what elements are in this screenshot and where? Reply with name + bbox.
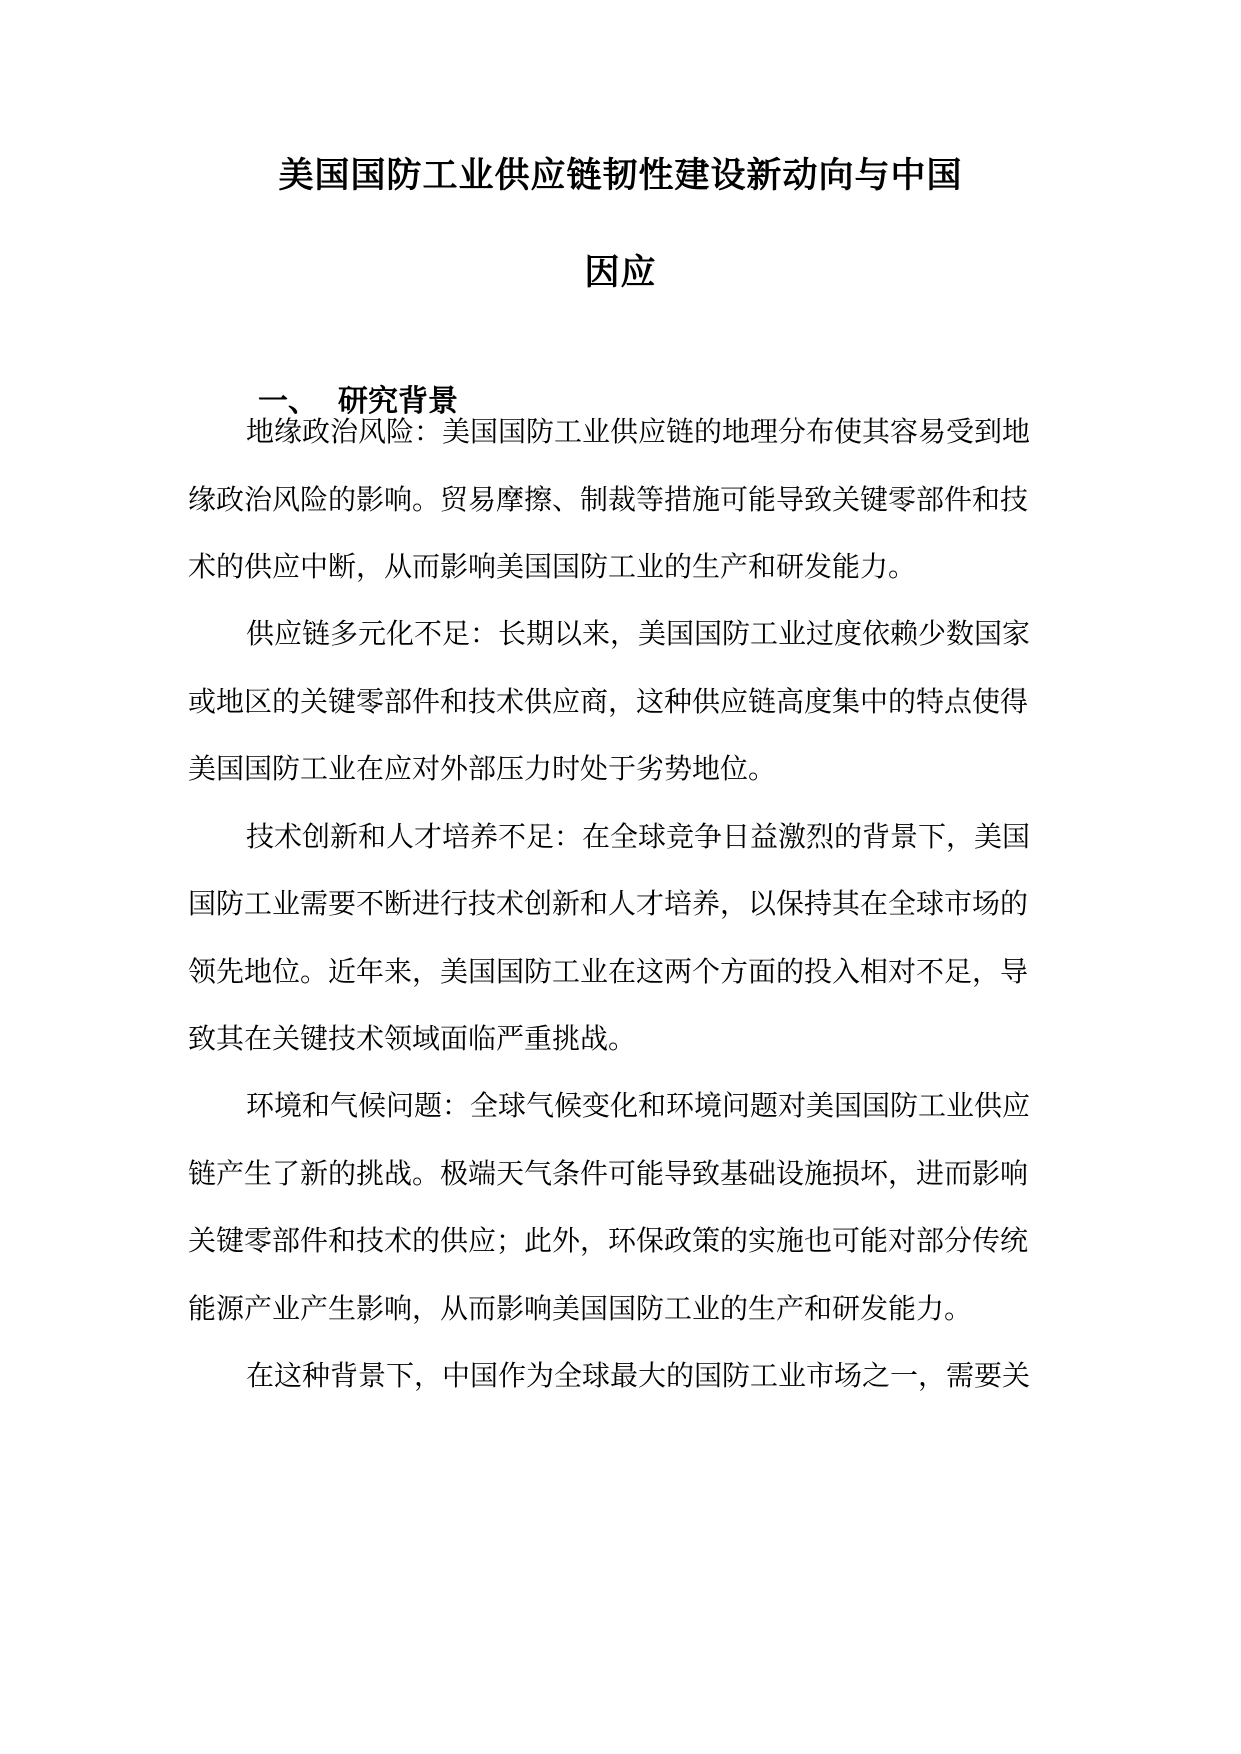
paragraph-4-line-4: 能源产业产生影响，从而影响美国国防工业的生产和研发能力。: [188, 1292, 973, 1325]
paragraph-1-line-2: 缘政治风险的影响。贸易摩擦、制裁等措施可能导致关键零部件和技: [188, 483, 1029, 516]
paragraph-1-line-3: 术的供应中断，从而影响美国国防工业的生产和研发能力。: [188, 550, 917, 583]
paragraph-4-line-2: 链产生了新的挑战。极端天气条件可能导致基础设施损坏，进而影响: [188, 1157, 1029, 1190]
paragraph-3-line-4: 致其在关键技术领域面临严重挑战。: [188, 1022, 637, 1055]
paragraph-2-line-3: 美国国防工业在应对外部压力时处于劣势地位。: [188, 752, 777, 785]
paragraph-3-line-1: 技术创新和人才培养不足：在全球竞争日益激烈的背景下，美国: [246, 820, 1031, 853]
paragraph-2-line-1: 供应链多元化不足：长期以来，美国国防工业过度依赖少数国家: [246, 617, 1031, 650]
paragraph-1-line-1: 地缘政治风险：美国国防工业供应链的地理分布使其容易受到地: [246, 415, 1031, 448]
section-title: 研究背景: [338, 384, 458, 419]
paragraph-2-line-2: 或地区的关键零部件和技术供应商，这种供应链高度集中的特点使得: [188, 685, 1029, 718]
paragraph-5-line-1: 在这种背景下，中国作为全球最大的国防工业市场之一，需要关: [246, 1359, 1031, 1392]
paragraph-4-line-1: 环境和气候问题：全球气候变化和环境问题对美国国防工业供应: [246, 1089, 1031, 1122]
paragraph-4-line-3: 关键零部件和技术的供应；此外，环保政策的实施也可能对部分传统: [188, 1224, 1029, 1257]
paragraph-3-line-3: 领先地位。近年来，美国国防工业在这两个方面的投入相对不足，导: [188, 955, 1029, 988]
document-title-line-2: 因应: [584, 253, 657, 293]
section-number: 一、: [258, 384, 318, 419]
document-title-line-1: 美国国防工业供应链韧性建设新动向与中国: [278, 156, 963, 196]
paragraph-3-line-2: 国防工业需要不断进行技术创新和人才培养，以保持其在全球市场的: [188, 887, 1029, 920]
